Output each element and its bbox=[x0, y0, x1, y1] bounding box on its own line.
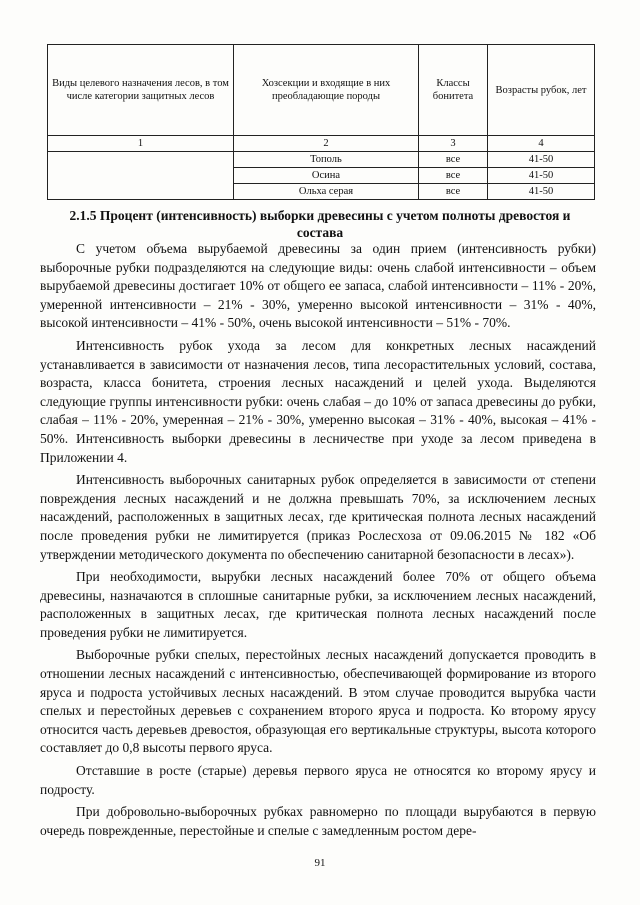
table-header-cell: Возрасты рубок, лет bbox=[488, 45, 595, 136]
section-heading: 2.1.5 Процент (интенсивность) выборки древесины с учетом полноты древостоя и состава bbox=[69, 208, 571, 240]
table-header-cell: Виды целевого назначения лесов, в том числе категории защитных лесов bbox=[48, 45, 234, 136]
paragraph: С учетом объема вырубаемой древесины за один прием (интенсивность рубки) выборочные рубки подразделяются на следующие виды: очень слабой интенсивности – объем вырубаемой древесины достигает 10% от общего ее запаса, слабой интенсивности – 11% - 20%, умеренной интенсивности – 21% - 30%, умеренно высокой интенсивности – 31% - 40%, высокой интенсивности – 41% - 50%, очень высокой интенсивности – 51% - 70%. bbox=[40, 241, 596, 331]
body-text bbox=[40, 240, 596, 844]
forest-purpose-cell bbox=[48, 152, 234, 200]
cutting-age-table bbox=[47, 44, 595, 200]
page-number: 91 bbox=[314, 857, 326, 869]
table-header-row bbox=[48, 45, 595, 136]
bonitet-cell: все bbox=[419, 184, 488, 200]
species-cell: Ольха серая bbox=[234, 184, 419, 200]
paragraph: Интенсивность рубок ухода за лесом для конкретных лесных насаждений устанавливается в зависимости от назначения лесов, типа лесорастительных условий, состава, возраста, класса бонитета, строения лесных насаждений и целей ухода. Выделяются следующие группы интенсивности рубки: очень слабая – до 10% от запаса древесины до рубки, слабая – 11% - 20%, умеренная – 21% - 30%, умеренно высокая – 31% - 40%, высокая – 41% - 50%. Интенсивность выборки древесины в лесничестве при уходе за лесом приведена в Приложении 4. bbox=[40, 337, 596, 465]
paragraph: При необходимости, вырубки лесных насаждений более 70% от общего объема древесины, назначаются в сплошные санитарные рубки, за исключением лесных насаждений, расположенных в защитных лесах, где критическая полнота лесных насаждений после проведения рубки не лимитируется. bbox=[40, 569, 596, 640]
column-number: 3 bbox=[419, 136, 488, 152]
column-number: 4 bbox=[488, 136, 595, 152]
column-number: 2 bbox=[234, 136, 419, 152]
paragraph: При добровольно-выборочных рубках равномерно по площади вырубаются в первую очередь поврежденные, перестойные и спелые с замедленным ростом дере- bbox=[40, 804, 596, 838]
bonitet-cell: все bbox=[419, 152, 488, 168]
column-number: 1 bbox=[48, 136, 234, 152]
species-cell: Тополь bbox=[234, 152, 419, 168]
bonitet-cell: все bbox=[419, 168, 488, 184]
table-header-cell: Хозсекции и входящие в них преобладающие породы bbox=[234, 45, 419, 136]
species-cell: Осина bbox=[234, 168, 419, 184]
age-cell: 41-50 bbox=[488, 168, 595, 184]
age-cell: 41-50 bbox=[488, 184, 595, 200]
paragraph: Отставшие в росте (старые) деревья первого яруса не относятся ко второму ярусу и подросту. bbox=[40, 763, 596, 797]
table-column-number-row bbox=[48, 136, 595, 152]
table-row bbox=[48, 152, 595, 168]
age-cell: 41-50 bbox=[488, 152, 595, 168]
table-header-cell: Классы бонитета bbox=[419, 45, 488, 136]
paragraph: Интенсивность выборочных санитарных рубок определяется в зависимости от степени повреждения лесных насаждений и не должна превышать 70%, за исключением лесных насаждений, расположенных в защитных лесах, где критическая полнота лесных насаждений после проведения рубки не лимитируется (приказ Рослесхоза от 09.06.2015 № 182 «Об утверждении методического документа по обеспечению санитарной безопасности в лесах»). bbox=[40, 472, 596, 562]
paragraph: Выборочные рубки спелых, перестойных лесных насаждений допускается проводить в отношении лесных насаждений с интенсивностью, обеспечивающей формирование из второго яруса и подроста устойчивых лесных насаждений. В этом случае проводится вырубка части спелых и перестойных деревьев с сохранением второго яруса и подроста. Ко второму ярусу относится часть деревьев древостоя, образующая его вертикальные структуры, высота которого составляет до 0,8 высоты первого яруса. bbox=[40, 647, 596, 756]
